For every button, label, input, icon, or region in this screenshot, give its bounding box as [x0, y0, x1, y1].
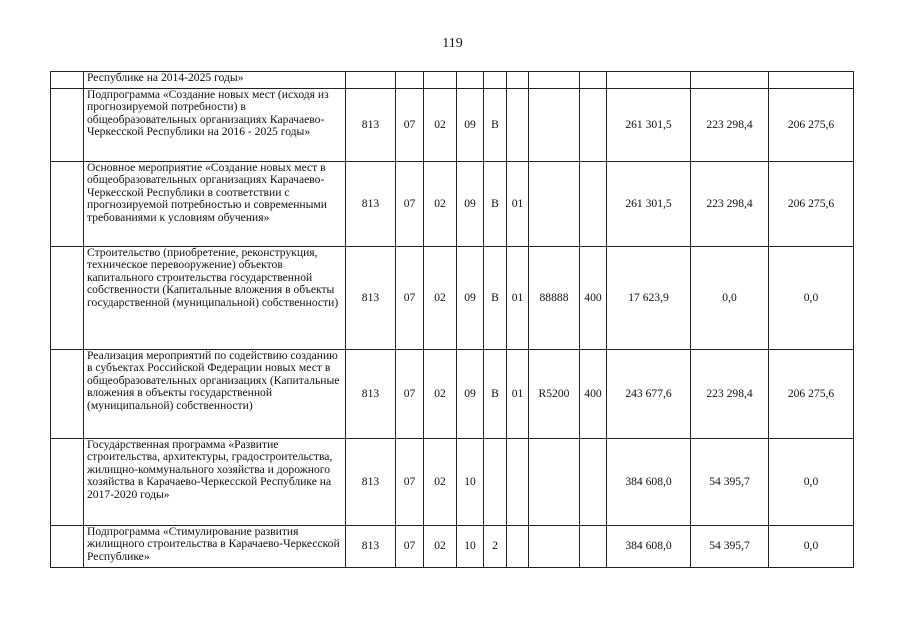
cell-csr-4: R5200 [529, 350, 580, 439]
row-name: Республике на 2014-2025 годы» [84, 72, 346, 89]
cell-csr-2: В [484, 89, 507, 162]
cell-rz: 07 [396, 247, 424, 350]
cell-csr-3 [507, 89, 529, 162]
cell-vr: 400 [580, 247, 607, 350]
cell-vr [580, 89, 607, 162]
cell-vr: 400 [580, 350, 607, 439]
cell-pr: 02 [424, 247, 457, 350]
cell-csr-4 [529, 89, 580, 162]
table-row [51, 247, 854, 350]
cell-csr-2: В [484, 247, 507, 350]
cell-csr-2: В [484, 350, 507, 439]
cell-amount-3: 0,0 [769, 247, 854, 350]
cell-csr-1: 10 [457, 526, 484, 568]
cell-csr-1: 09 [457, 247, 484, 350]
cell-amount-2: 223 298,4 [691, 350, 769, 439]
cell-rz: 07 [396, 162, 424, 247]
row-name: Реализация мероприятий по содействию созданию в субъектах Российской Федерации новых мест в общеобразовательных организациях (Капитальные вложения в объекты государственной (муниципальной) собственности) [84, 350, 346, 439]
cell-csr-2 [484, 72, 507, 89]
cell-csr-3: 01 [507, 350, 529, 439]
cell-amount-1: 261 301,5 [607, 89, 691, 162]
cell-csr-1: 10 [457, 439, 484, 526]
cell-amount-2: 0,0 [691, 247, 769, 350]
blank-cell [51, 247, 84, 350]
cell-amount-2: 54 395,7 [691, 439, 769, 526]
cell-csr-4 [529, 526, 580, 568]
row-name: Основное мероприятие «Создание новых мест в общеобразовательных организациях Карачаево-Черкесской Республики в соответствии с прогнозируемой потребностью и современными требованиями к условиям обучения» [84, 162, 346, 247]
cell-rz: 07 [396, 350, 424, 439]
blank-cell [51, 526, 84, 568]
cell-csr-1: 09 [457, 350, 484, 439]
cell-pr [424, 72, 457, 89]
cell-csr-1 [457, 72, 484, 89]
table-row [51, 72, 854, 89]
cell-gr: 813 [346, 350, 396, 439]
table-row [51, 350, 854, 439]
cell-gr: 813 [346, 162, 396, 247]
row-name: Подпрограмма «Создание новых мест (исходя из прогнозируемой потребности) в общеобразовательных организациях Карачаево-Черкесской Республики на 2016 - 2025 годы» [84, 89, 346, 162]
blank-cell [51, 162, 84, 247]
cell-csr-3: 01 [507, 247, 529, 350]
table-row [51, 526, 854, 568]
cell-pr: 02 [424, 439, 457, 526]
blank-cell [51, 89, 84, 162]
cell-amount-3: 0,0 [769, 526, 854, 568]
page-number: 119 [442, 36, 463, 51]
cell-amount-3 [769, 72, 854, 89]
cell-csr-3 [507, 72, 529, 89]
cell-vr [580, 162, 607, 247]
cell-rz: 07 [396, 89, 424, 162]
cell-amount-1: 384 608,0 [607, 526, 691, 568]
cell-gr: 813 [346, 526, 396, 568]
cell-csr-4 [529, 72, 580, 89]
row-name: Государственная программа «Развитие строительства, архитектуры, градостроительства, жилищно-коммунального хозяйства и дорожного хозяйства в Карачаево-Черкесской Республике на 2017-2020 годы» [84, 439, 346, 526]
cell-pr: 02 [424, 89, 457, 162]
cell-amount-2: 54 395,7 [691, 526, 769, 568]
cell-rz: 07 [396, 526, 424, 568]
cell-rz [396, 72, 424, 89]
cell-amount-3: 206 275,6 [769, 350, 854, 439]
cell-csr-4 [529, 162, 580, 247]
cell-gr: 813 [346, 247, 396, 350]
cell-amount-3: 0,0 [769, 439, 854, 526]
cell-vr [580, 526, 607, 568]
cell-gr: 813 [346, 89, 396, 162]
cell-pr: 02 [424, 162, 457, 247]
blank-cell [51, 72, 84, 89]
cell-amount-2: 223 298,4 [691, 162, 769, 247]
cell-csr-4 [529, 439, 580, 526]
cell-amount-1: 17 623,9 [607, 247, 691, 350]
cell-csr-1: 09 [457, 89, 484, 162]
cell-amount-1: 384 608,0 [607, 439, 691, 526]
cell-csr-3 [507, 526, 529, 568]
cell-csr-4: 88888 [529, 247, 580, 350]
cell-csr-2: 2 [484, 526, 507, 568]
cell-vr [580, 72, 607, 89]
cell-csr-3: 01 [507, 162, 529, 247]
cell-gr [346, 72, 396, 89]
blank-cell [51, 439, 84, 526]
cell-amount-1: 243 677,6 [607, 350, 691, 439]
cell-csr-2 [484, 439, 507, 526]
budget-table [50, 71, 854, 568]
table-row [51, 89, 854, 162]
blank-cell [51, 350, 84, 439]
cell-amount-3: 206 275,6 [769, 162, 854, 247]
cell-csr-2: В [484, 162, 507, 247]
cell-amount-1 [607, 72, 691, 89]
cell-pr: 02 [424, 526, 457, 568]
cell-gr: 813 [346, 439, 396, 526]
cell-amount-2 [691, 72, 769, 89]
cell-amount-1: 261 301,5 [607, 162, 691, 247]
cell-pr: 02 [424, 350, 457, 439]
cell-amount-2: 223 298,4 [691, 89, 769, 162]
cell-csr-1: 09 [457, 162, 484, 247]
table-row [51, 439, 854, 526]
row-name: Подпрограмма «Стимулирование развития жилищного строительства в Карачаево-Черкесской Республике» [84, 526, 346, 568]
cell-amount-3: 206 275,6 [769, 89, 854, 162]
table-row [51, 162, 854, 247]
cell-csr-3 [507, 439, 529, 526]
row-name: Строительство (приобретение, реконструкция, техническое перевооружение) объектов капитального строительства государственной собственности (Капитальные вложения в объекты государственной (муниципальной) собственности) [84, 247, 346, 350]
cell-rz: 07 [396, 439, 424, 526]
cell-vr [580, 439, 607, 526]
